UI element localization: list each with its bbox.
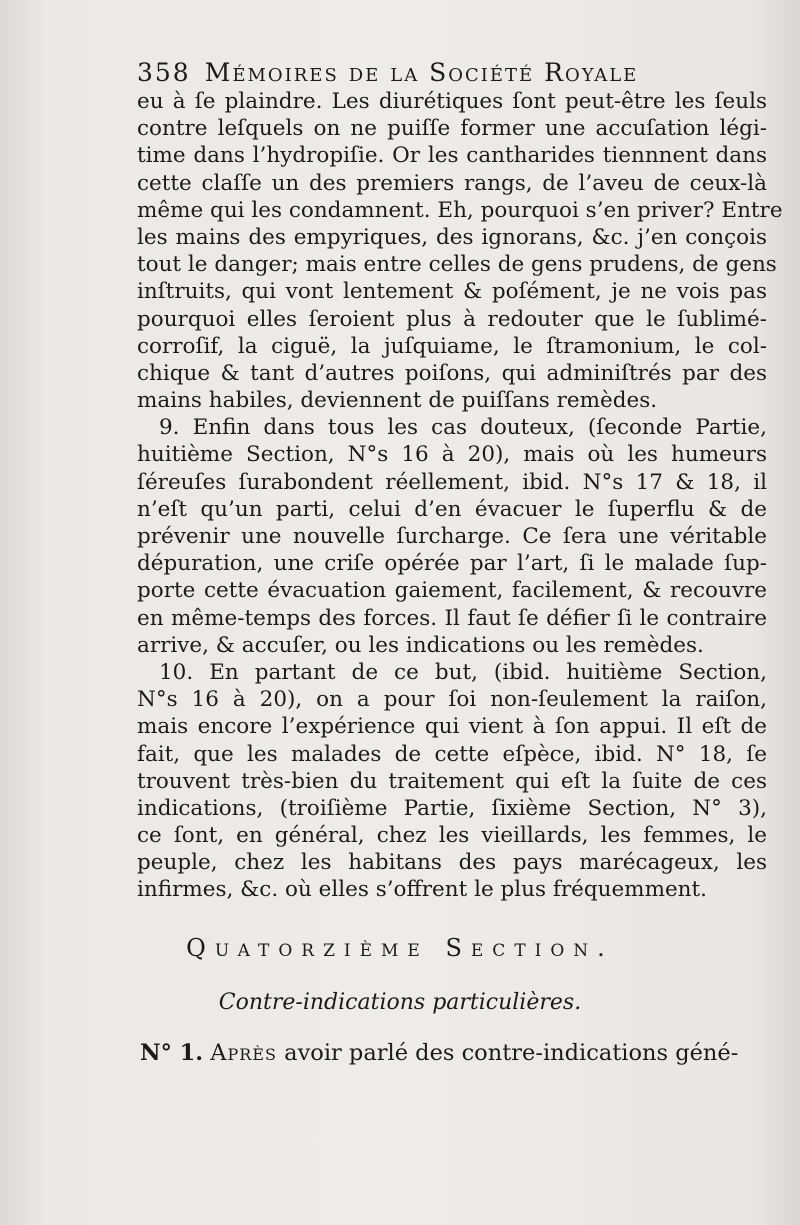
text-line: arrive, & accuſer, ou les indications ou les remèdes. bbox=[137, 632, 704, 658]
text-line: dépuration, une criſe opérée par l’art, ſi le malade ſup- bbox=[137, 551, 767, 577]
text-line: 10. En partant de ce but, (ibid. huitième Section, bbox=[159, 659, 767, 685]
text-line: eu à ſe plaindre. Les diurétiques ſont peut-être les ſeuls bbox=[137, 89, 767, 114]
text-line: N°s 16 à 20), on a pour ſoi non-ſeulement la raiſon, bbox=[137, 687, 767, 713]
paragraph-3 bbox=[137, 659, 767, 904]
text-line: tout le danger; mais entre celles de gens prudens, de gens bbox=[137, 252, 777, 278]
section-subtitle: Contre-indications particulières. bbox=[218, 990, 582, 1015]
text-line: ce ſont, en général, chez les vieillards, les femmes, le bbox=[137, 823, 767, 849]
article-number: N° 1. bbox=[140, 1040, 204, 1066]
paragraph-2 bbox=[137, 414, 767, 659]
section-title: Quatorzième Section. bbox=[186, 934, 614, 962]
text-line: mains habiles, deviennent de puiſſans remèdes. bbox=[137, 388, 658, 414]
text-line: trouvent très-bien du traitement qui eſt la ſuite de ces bbox=[137, 768, 767, 794]
text-line: n’eſt qu’un parti, celui d’en évacuer le ſuperflu & de bbox=[137, 496, 767, 522]
text-line: 9. Enfin dans tous les cas douteux, (ſeconde Partie, bbox=[159, 415, 767, 441]
text-line: chique & tant d’autres poiſons, qui adminiſtrés par des bbox=[137, 360, 767, 386]
text-line: fait, que les malades de cette eſpèce, ibid. N° 18, ſe bbox=[137, 741, 767, 767]
text-line: corroſif, la ciguë, la juſquiame, le ſtramonium, le col- bbox=[137, 333, 767, 359]
text-line: en même-temps des forces. Il faut ſe défier ſi le contraire bbox=[137, 605, 767, 631]
text-line: time dans l’hydropiſie. Or les cantharides tiennnent dans bbox=[137, 143, 767, 169]
text-line: indications, (troiſième Partie, ſixième Section, N° 3), bbox=[137, 795, 767, 821]
text-line: contre leſquels on ne puiſſe former une accuſation légi- bbox=[137, 116, 767, 142]
article-rest: avoir parlé des contre-indications géné- bbox=[284, 1040, 739, 1066]
article-lead: Après bbox=[210, 1040, 277, 1066]
text-line: pourquoi elles ſeroient plus à redouter que le ſublimé- bbox=[137, 306, 767, 332]
paragraph-1 bbox=[137, 88, 783, 414]
body-text bbox=[137, 88, 783, 904]
text-line: cette claſſe un des premiers rangs, de l’aveu de ceux-là bbox=[137, 170, 767, 196]
running-header bbox=[137, 58, 757, 87]
text-line: les mains des empyriques, des ignorans, &c. j’en conçois bbox=[137, 224, 767, 250]
text-line: infirmes, &c. où elles s’offrent le plus fréquemment. bbox=[137, 877, 708, 903]
text-line: inſtruits, qui vont lentement & poſément, je ne vois pas bbox=[137, 279, 767, 305]
text-line: huitième Section, N°s 16 à 20), mais où les humeurs bbox=[137, 442, 767, 468]
text-line: ſéreuſes ſurabondent réellement, ibid. N°s 17 & 18, il bbox=[137, 469, 767, 495]
text-line: mais encore l’expérience qui vient à ſon appui. Il eſt de bbox=[137, 714, 767, 740]
final-line bbox=[140, 1040, 767, 1066]
text-line: peuple, chez les habitans des pays marécageux, les bbox=[137, 850, 767, 876]
text-line: porte cette évacuation gaiement, facilement, & recouvre bbox=[137, 578, 767, 604]
running-title: Mémoires de la Société Royale bbox=[204, 58, 639, 87]
text-line: même qui les condamnent. Eh, pourquoi s’en priver? Entre bbox=[137, 197, 783, 223]
text-line: prévenir une nouvelle ſurcharge. Ce ſera une véritable bbox=[137, 524, 767, 549]
page-number: 358 bbox=[137, 58, 191, 87]
